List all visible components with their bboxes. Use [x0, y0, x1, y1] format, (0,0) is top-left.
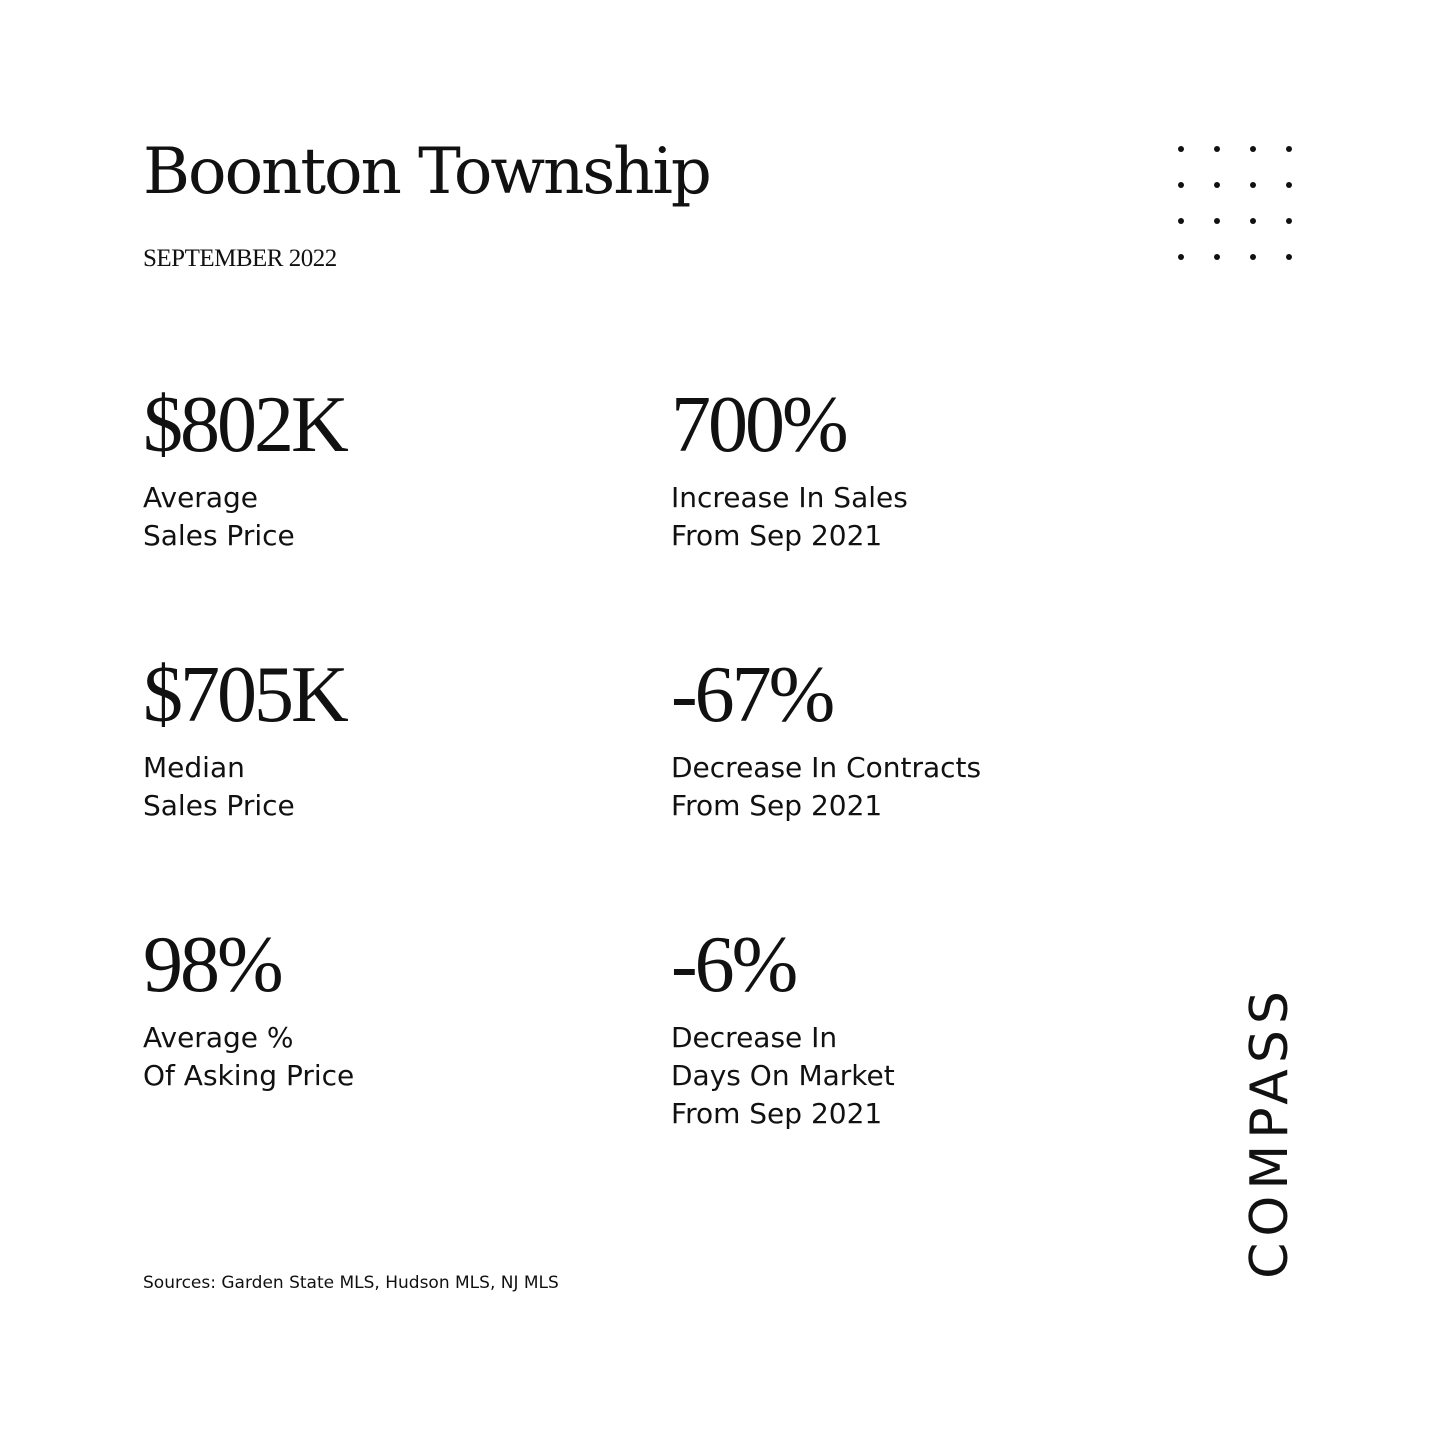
page-subtitle-date: SEPTEMBER 2022 [143, 245, 337, 272]
stat-label-line: From Sep 2021 [671, 789, 883, 822]
dot [1178, 182, 1184, 188]
sources-footnote: Sources: Garden State MLS, Hudson MLS, NJ MLS [143, 1273, 559, 1293]
stat-label [143, 749, 623, 825]
stat-value: $802K [143, 381, 346, 469]
stat-label-line: From Sep 2021 [671, 519, 883, 552]
dot [1250, 146, 1256, 152]
dot [1250, 218, 1256, 224]
stat-label-line: Average % [143, 1021, 294, 1054]
stat-average-percent-of-asking [143, 921, 623, 1095]
stat-label-line: Median [143, 751, 245, 784]
dot [1286, 182, 1292, 188]
compass-logo: COMPASS [1240, 985, 1300, 1279]
dot [1178, 218, 1184, 224]
stat-label-line: Sales Price [143, 519, 295, 552]
stat-average-sales-price [143, 381, 623, 555]
stat-value: -67% [671, 651, 833, 739]
stat-label-line: From Sep 2021 [671, 1097, 883, 1130]
stat-value: -6% [671, 921, 796, 1009]
stat-label-line: Decrease In [671, 1021, 838, 1054]
stat-label-line: Average [143, 481, 258, 514]
stat-label [671, 479, 1151, 555]
stat-label [143, 479, 623, 555]
stat-label-line: Sales Price [143, 789, 295, 822]
stat-decrease-days-on-market [671, 921, 1151, 1133]
dot-grid-decoration [1178, 146, 1298, 266]
dot [1178, 146, 1184, 152]
stat-label-line: Increase In Sales [671, 481, 908, 514]
dot [1214, 182, 1220, 188]
stat-value: 98% [143, 921, 281, 1009]
stat-label-line: Days On Market [671, 1059, 895, 1092]
dot [1178, 254, 1184, 260]
stat-label [671, 1019, 1151, 1133]
stat-label [671, 749, 1151, 825]
page-title: Boonton Township [143, 135, 710, 209]
dot [1214, 254, 1220, 260]
stat-value: $705K [143, 651, 346, 739]
stat-label-line: Decrease In Contracts [671, 751, 982, 784]
dot [1214, 146, 1220, 152]
dot [1286, 218, 1292, 224]
dot [1250, 182, 1256, 188]
dot [1250, 254, 1256, 260]
dot [1286, 254, 1292, 260]
stat-value: 700% [671, 381, 846, 469]
stat-increase-in-sales [671, 381, 1151, 555]
stat-median-sales-price [143, 651, 623, 825]
stat-label-line: Of Asking Price [143, 1059, 355, 1092]
dot [1214, 218, 1220, 224]
stat-label [143, 1019, 623, 1095]
stat-decrease-in-contracts [671, 651, 1151, 825]
dot [1286, 146, 1292, 152]
